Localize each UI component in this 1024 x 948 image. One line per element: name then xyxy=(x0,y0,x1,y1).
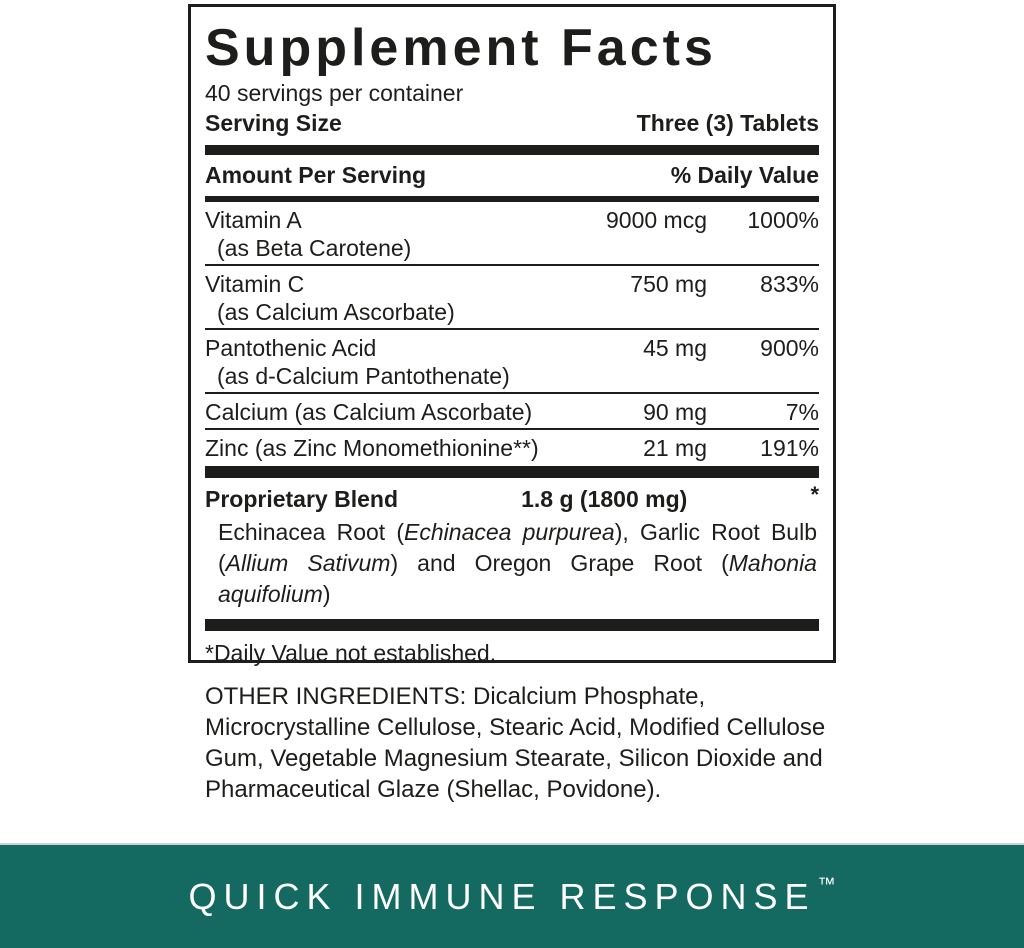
nutrient-name: Vitamin A xyxy=(205,207,302,234)
nutrient-amount: 9000 mcg xyxy=(605,207,707,234)
proprietary-blend-row xyxy=(205,478,819,515)
nutrient-amount: 90 mg xyxy=(643,399,707,426)
nutrient-name: Pantothenic Acid xyxy=(205,335,377,362)
blend-ingredient-latin-name: Mahonia aquifolium xyxy=(218,550,817,608)
blend-daily-value-asterisk: * xyxy=(810,482,819,508)
nutrient-row xyxy=(205,266,819,330)
blend-name: Proprietary Blend xyxy=(205,486,398,513)
blend-amount: 1.8 g (1800 mg) xyxy=(521,486,688,513)
nutrient-source: (as Beta Carotene) xyxy=(217,235,412,262)
blend-ingredient-latin-name: Echinacea purpurea xyxy=(404,519,615,546)
nutrient-source: (as d-Calcium Pantothenate) xyxy=(217,363,510,390)
blend-ingredient-text: ) and Oregon Grape Root ( xyxy=(390,550,729,577)
nutrient-amount: 750 mg xyxy=(630,271,707,298)
nutrient-row xyxy=(205,202,819,266)
blend-ingredient-text: ) xyxy=(322,581,331,608)
tagline-text: QUICK IMMUNE RESPONSE xyxy=(188,875,816,917)
product-tagline-banner xyxy=(0,843,1024,948)
nutrient-row xyxy=(205,330,819,394)
nutrient-name: Calcium (as Calcium Ascorbate) xyxy=(205,399,533,426)
nutrient-name: Vitamin C xyxy=(205,271,305,298)
thick-divider xyxy=(205,466,819,478)
nutrient-daily-value: 7% xyxy=(785,399,819,426)
blend-ingredient-text: ), Garlic Root Bulb ( xyxy=(218,519,817,577)
nutrient-amount: 21 mg xyxy=(643,435,707,462)
daily-value-header: % Daily Value xyxy=(670,162,819,189)
nutrient-source: (as Calcium Ascorbate) xyxy=(217,299,455,326)
column-header-row xyxy=(205,155,819,196)
blend-ingredient-text: Echinacea Root ( xyxy=(218,519,405,546)
serving-size-row xyxy=(205,110,819,145)
thick-divider xyxy=(205,619,819,631)
amount-per-serving-header: Amount Per Serving xyxy=(205,162,427,189)
thick-divider xyxy=(205,145,819,155)
nutrient-name-cell xyxy=(205,334,557,390)
nutrient-daily-value: 833% xyxy=(760,271,819,298)
nutrient-name-cell xyxy=(205,206,557,262)
nutrient-name-cell xyxy=(205,270,557,326)
blend-ingredients xyxy=(205,515,819,619)
servings-per-container: 40 servings per container xyxy=(205,80,464,107)
nutrient-daily-value: 191% xyxy=(760,435,819,462)
nutrient-row xyxy=(205,394,819,430)
serving-size-label: Serving Size xyxy=(205,110,342,137)
nutrient-daily-value: 1000% xyxy=(747,207,819,234)
other-ingredients-text: OTHER INGREDIENTS: Dicalcium Phosphate, Microcrystalline Cellulose, Stearic Acid, Modified Cellulose Gum, Vegetable Magnesium Stearate, Silicon Dioxide and Pharmaceutical Glaze (Shellac, Povidone). xyxy=(205,683,826,803)
nutrient-row xyxy=(205,430,819,466)
nutrient-daily-value: 900% xyxy=(760,335,819,362)
nutrient-name: Zinc (as Zinc Monomethionine**) xyxy=(205,435,539,462)
nutrient-amount: 45 mg xyxy=(643,335,707,362)
panel-title: Supplement Facts xyxy=(205,19,717,77)
supplement-facts-panel xyxy=(188,4,836,667)
daily-value-footnote: *Daily Value not established. xyxy=(205,640,497,667)
trademark-symbol: ™ xyxy=(817,874,836,894)
serving-size-value: Three (3) Tablets xyxy=(636,110,819,137)
blend-ingredient-latin-name: Allium Sativum xyxy=(225,550,391,577)
